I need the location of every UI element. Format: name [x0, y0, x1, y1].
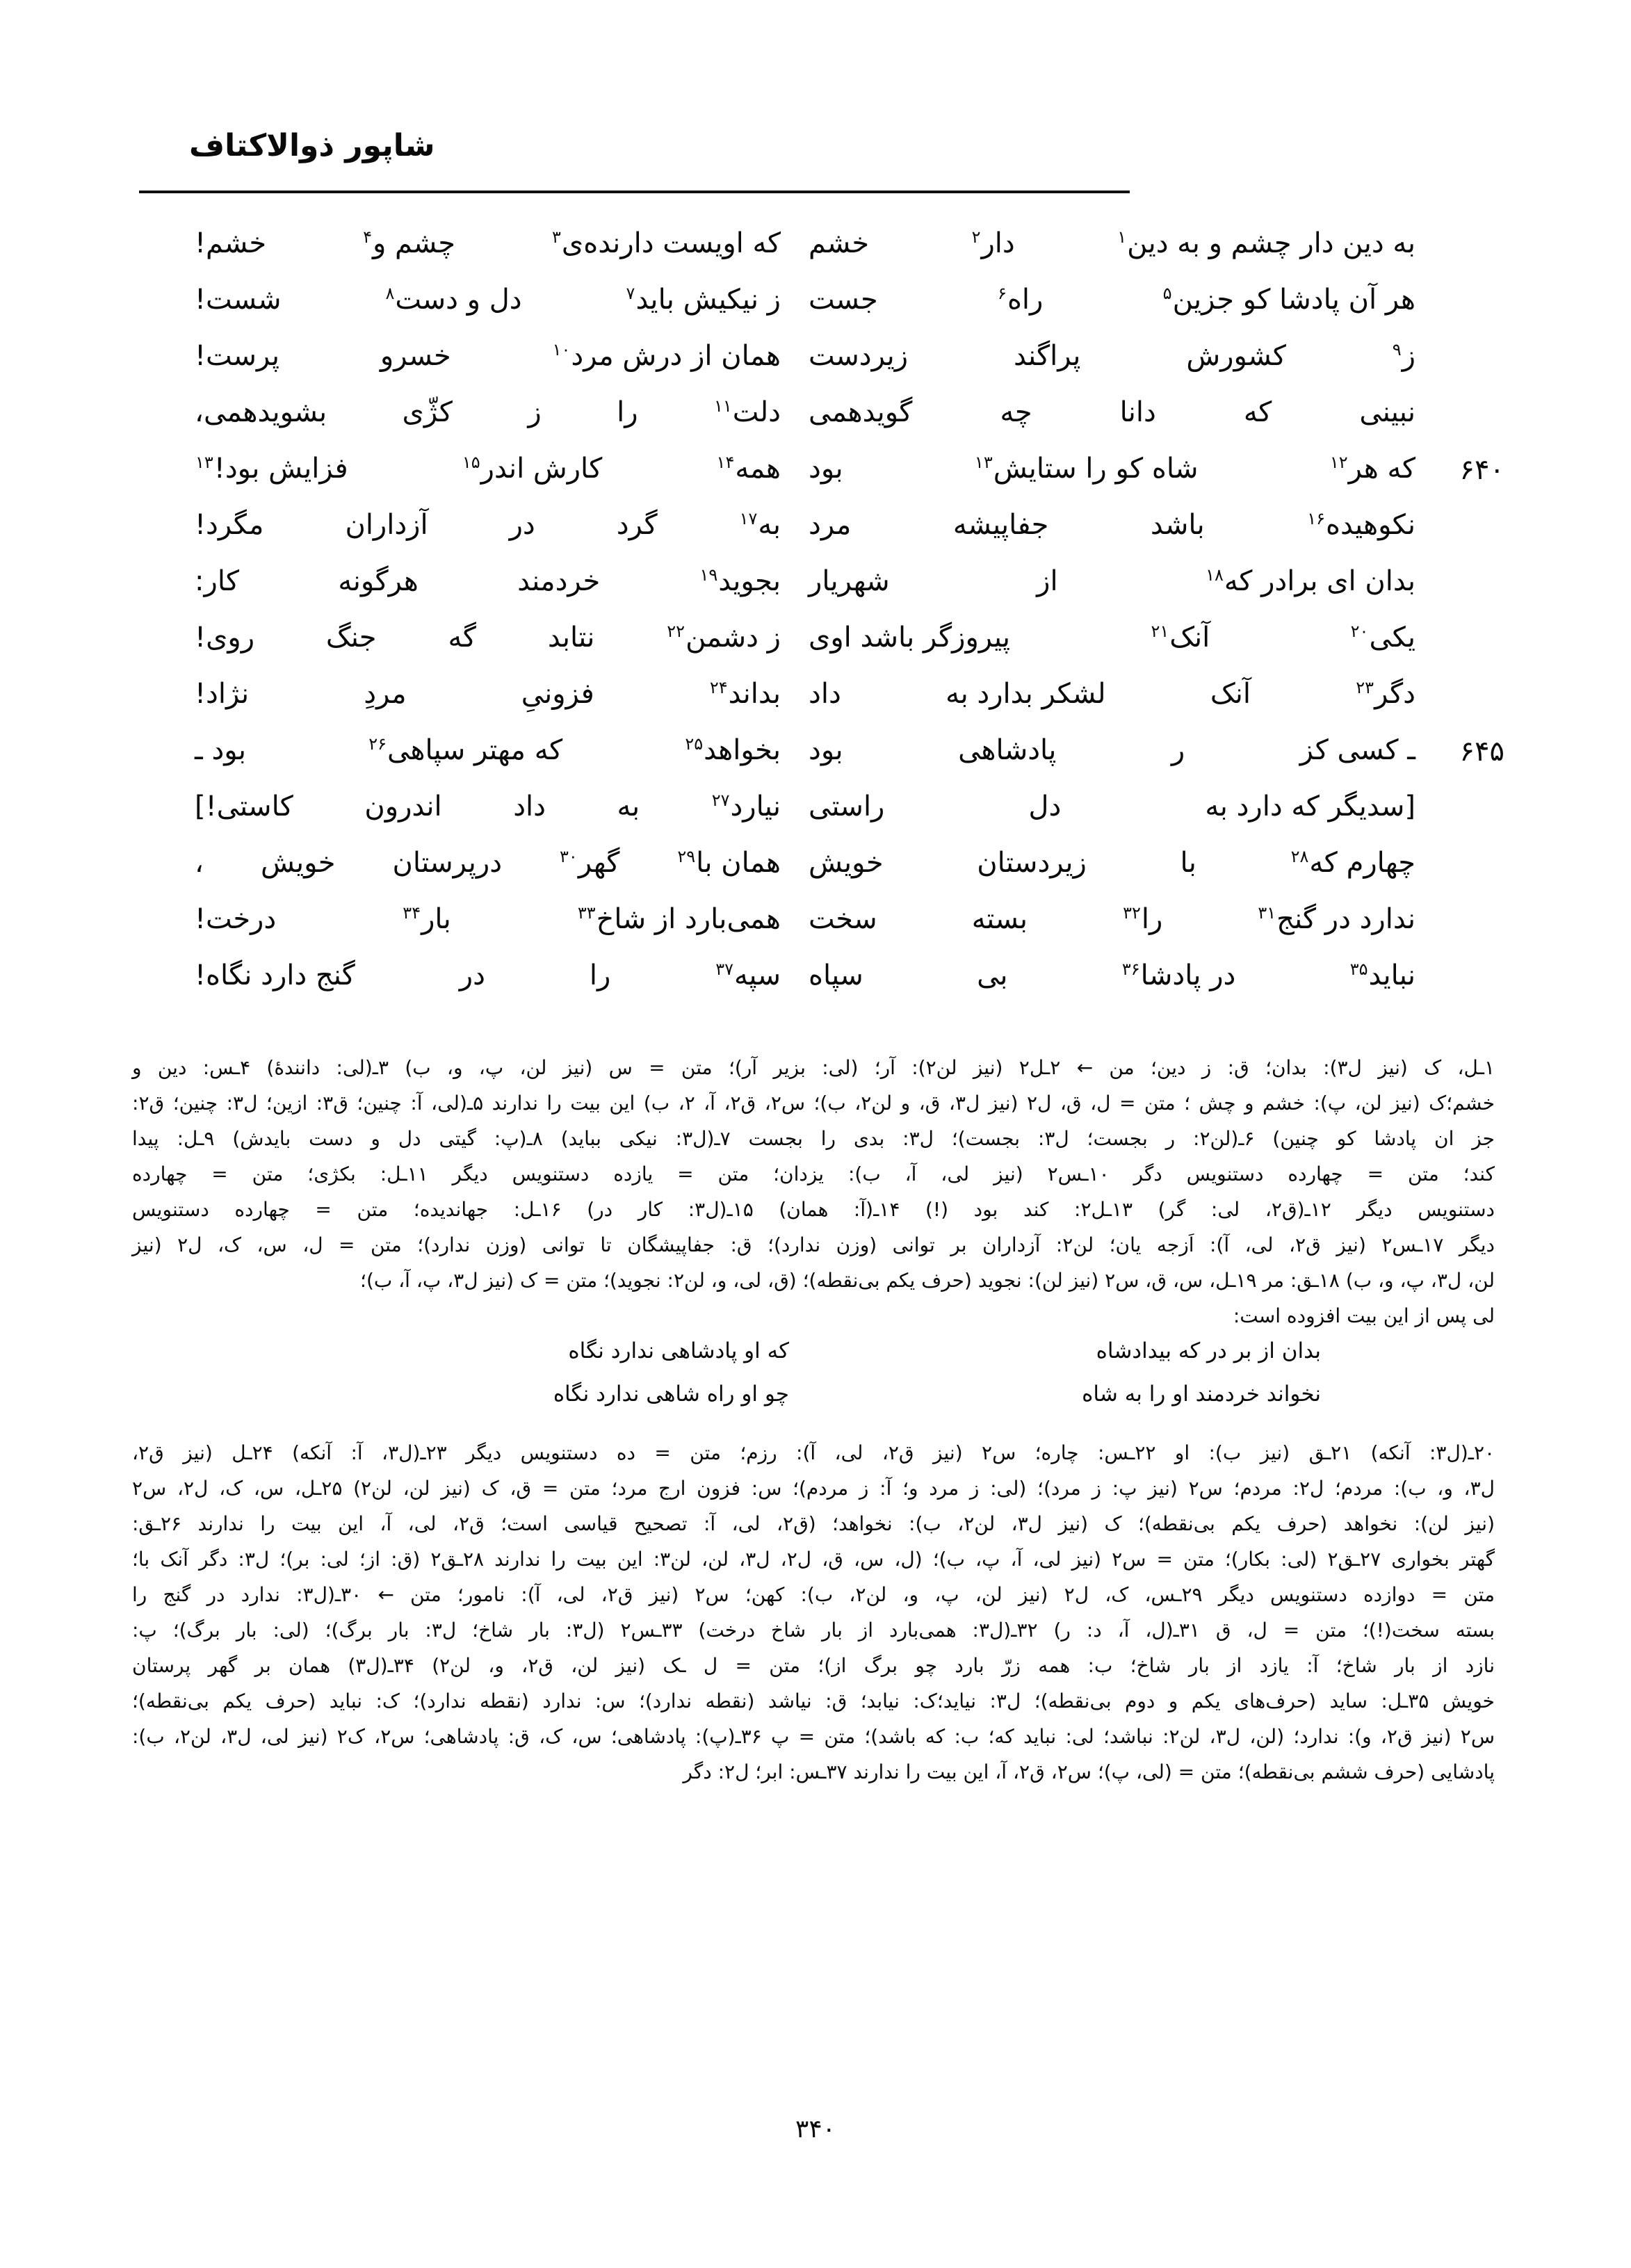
verse-row: [195, 677, 1422, 736]
apparatus-line: دیگر ۱۷ـس۲ (نیز ق۲، لی، آ): اَزجه یان؛ لن۲: آزداران بر توانی (وزن ندارد)؛ ق: جفاپیشگان تا توانی (وزن ندارد)؛ متن = ل، س، ک، ل۲ (نیز: [132, 1233, 1495, 1256]
verse-row: [195, 790, 1422, 849]
hemistich-segment: اندرون: [364, 791, 442, 823]
hemistich-segment: همان با$^{۲۹}$: [677, 846, 781, 879]
apparatus-line: (نیز لن): نخواهد (حرف یکم بی‌نقطه)؛ ک (نیز ل۳، لن۲، ب): نخواهد؛ (ق۲، لی، آ: تصحیح قیاسی است؛ ق۲، لی، آ، این بیت را ندارند ۲۶ـق:: [132, 1512, 1495, 1535]
hemistich-segment: دگر$^{۲۳}$: [1356, 677, 1415, 710]
hemistich-segment: بود ـ: [195, 734, 247, 766]
hemistich-right: [809, 398, 1422, 426]
footnote-marker: ۳۱: [1258, 902, 1276, 923]
footnote-marker: ۷: [626, 283, 635, 303]
hemistich-segment: گویدهمی: [809, 396, 913, 428]
hemistich-segment: کاستی!]: [195, 791, 293, 823]
hemistich-segment: مردِ: [364, 678, 407, 710]
running-head: [132, 129, 1495, 163]
footnote-marker: ۱۸: [1206, 565, 1224, 585]
hemistich-segment: جست: [809, 284, 878, 316]
hemistich-segment: دل: [1028, 791, 1062, 823]
footnote-marker: ۳۶: [1121, 959, 1140, 979]
hemistich-right: [809, 229, 1422, 257]
hemistich-segment: آزداران: [345, 509, 428, 541]
footnote-marker: ۱۰: [552, 339, 571, 359]
apparatus-line: گهتر بخواری ۲۷ـق۲ (لی: بکار)؛ متن = س۲ (نیز لی، آ، پ، ب)؛ (ل، س، ق، ل۲، ل۳، لن، لن۳: این بیت را ندارند ۲۸ـق۲ (ق: از؛ لی: بر)؛ ل۳: دگر آنک با؛: [132, 1548, 1495, 1571]
hemistich-right: [809, 283, 1422, 316]
apparatus-block-one: [132, 1050, 1495, 1298]
folio-number: ۳۴۰: [795, 2115, 836, 2144]
hemistich-segment: خردمند: [517, 565, 601, 597]
hemistich-segment: از: [1037, 565, 1058, 597]
hemistich-segment: را$^{۳۲}$: [1123, 902, 1163, 935]
hemistich-segment: به دین دار چشم و به دین$^۱$: [1117, 227, 1415, 259]
verse-row: [195, 621, 1422, 680]
footnote-marker: ۲۳: [1356, 677, 1374, 697]
verse-row: [195, 567, 1422, 624]
apparatus-block-two: [132, 1435, 1495, 1790]
footnote-marker: ۵: [1162, 283, 1172, 303]
hemistich-segment: نباید$^{۳۵}$: [1349, 959, 1415, 991]
hemistich-segment: بجوید$^{۱۹}$: [699, 565, 781, 597]
hemistich-segment: خشم!: [195, 227, 267, 259]
hemistich-right: [809, 791, 1422, 823]
hemistich-segment: سخت: [809, 903, 877, 935]
hemistich-segment: بار$^{۳۴}$: [403, 902, 451, 935]
hemistich-segment: همان از درش مرد$^{۱۰}$: [552, 339, 781, 372]
hemistich-left: [195, 339, 809, 372]
hemistich-segment: فزونیِ: [521, 678, 594, 710]
hemistich-segment: ر: [1171, 734, 1185, 766]
hemistich-segment: همی‌بارد از شاخ$^{۳۳}$: [577, 902, 781, 935]
footnote-marker: ۱۶: [1307, 508, 1325, 528]
verse-number: ۶۴۰: [1459, 454, 1504, 486]
apparatus-line: دستنویس دیگر ۱۲ـ(ق۲، لی: گر) ۱۳ـل۲: کند بود (!) ۱۴ـ(آ: همان) ۱۵ـ(ل۳: کار در) ۱۶ـل: جهاندیده؛ متن = چهارده دستنویس: [132, 1198, 1495, 1221]
footnote-marker: ۱: [1117, 227, 1127, 247]
hemistich-segment: شهریار: [809, 565, 890, 597]
hemistich-segment: که: [1243, 396, 1272, 428]
footnote-marker: ۱۳: [195, 452, 213, 472]
apparatus-line: خویش ۳۵ـل: ساید (حرف‌های یکم و دوم بی‌نقطه)؛ ل۳: نیاید؛ک: نیابد؛ ق: نیاشد (نقطه ندارد)؛ س: ندارد (نقطه ندارد)؛ ک: نباید (حرف یکم بی‌نقطه)؛: [132, 1690, 1495, 1712]
footnote-marker: ۲۹: [677, 846, 696, 866]
hemistich-segment: چه: [1000, 396, 1032, 428]
apparatus-line: س۲ (نیز ق۲، و): ندارد؛ (لن، ل۳، لن۲: نباشد؛ لی: نباید که؛ ب: که باشد)؛ متن = پ ۳۶ـ(پ): پادشاهی؛ س، ک، ق: پادشاهی؛ س۲، ک۲ (نیز لی، ل۳، لن۲، ب):: [132, 1725, 1495, 1748]
hemistich-segment: گه: [448, 622, 476, 654]
critical-apparatus: [132, 1050, 1495, 1790]
inserted-couplet-row: [132, 1384, 1495, 1427]
hemistich-segment: سپه$^{۳۷}$: [715, 959, 781, 991]
hemistich-segment: با: [1180, 847, 1196, 879]
footnote-marker: ۱۹: [699, 565, 718, 585]
hemistich-segment: آنک: [1210, 678, 1251, 710]
running-head-title: شاپور ذوالاکتاف: [189, 128, 435, 163]
hemistich-left: [195, 677, 809, 710]
hemistich-left: [195, 790, 809, 823]
footnote-marker: ۲۰: [1350, 621, 1369, 641]
verse-row: [195, 902, 1422, 962]
hemistich-segment: بود: [809, 453, 843, 485]
apparatus-line: جز ان پادشا کو چنین) ۶ـ(لن۲: ر بجست؛ ل۳: بجست)؛ ل۳: بدی را بجست ۷ـ(ل۳: نیکی بباید) ۸ـ(پ: گیتی دل و دست بایدش) ۹ـل: پیدا: [132, 1127, 1495, 1150]
hemistich-left: [195, 452, 809, 485]
hemistich-segment: در: [459, 959, 485, 991]
hemistich-left: [195, 621, 809, 654]
verse-row: [195, 846, 1422, 905]
hemistich-segment: یکی$^{۲۰}$: [1350, 621, 1415, 654]
verse-row: [195, 339, 1422, 398]
hemistich-segment: خویش: [260, 847, 336, 879]
hemistich-segment: لشکر بدارد به: [946, 678, 1106, 710]
hemistich-segment: نبینی: [1359, 396, 1415, 428]
hemistich-segment: بسته: [971, 903, 1028, 935]
hemistich-segment: پرست!: [195, 340, 280, 372]
footnote-marker: ۳۷: [715, 959, 733, 979]
footnote-marker: ۲۸: [1290, 846, 1309, 866]
hemistich-segment: ندارد در گنج$^{۳۱}$: [1258, 902, 1415, 935]
footnote-marker: ۱۵: [462, 452, 480, 472]
apparatus-line: ل۳، و، ب): مردم؛ ل۲: مردم؛ س۲ (نیز پ: ز مرد)؛ (لی: ز مرد و؛ آ: ز مردم)؛ س: فزون ارج مرد؛ متن = ق، ک (نیز لن، لن۲) ۲۵ـل، س، ک، ل۲، س۲: [132, 1477, 1495, 1500]
hemistich-right: [809, 339, 1422, 372]
hemistich-segment: کشورش: [1186, 340, 1286, 372]
hemistich-segment: پادشاهی: [958, 734, 1057, 766]
hemistich-left: [195, 567, 809, 595]
hemistich-right: [809, 621, 1422, 654]
hemistich-segment: چهارم که$^{۲۸}$: [1290, 846, 1415, 879]
hemistich-segment: بدان ای برادر که$^{۱۸}$: [1206, 565, 1415, 597]
apparatus-line: خشم؛ک (نیز لن، پ): خشم و چش ؛ متن = ل، ق، ل۲ (نیز ل۳، ق، و لن۲، ب)؛ س۲، ق۲، آ، ۲، ب) این بیت را ندارند ۵ـ(لی، آ: چنین؛ ق۳: ازین؛ ل۳: چنین؛ ق۲:: [132, 1092, 1495, 1115]
apparatus-line: نازد از بار شاخ؛ آ: یازد از بار شاخ؛ ب: همه زرّ بارد چو برگ از)؛ متن = ل ـک (نیز لن، ق۲، و، لن۲) ۳۴ـ(ل۳) همان بر گهر پرستان: [132, 1654, 1495, 1677]
hemistich-segment: پیروزگر باشد اوی: [809, 622, 1011, 654]
hemistich-segment: بی: [977, 959, 1008, 991]
footnote-marker: ۳۲: [1123, 902, 1141, 923]
hemistich-segment: همه$^{۱۴}$: [716, 452, 781, 485]
hemistich-segment: که اویست دارنده‌ی$^۳$: [552, 227, 781, 259]
footnote-marker: ۸: [385, 283, 395, 303]
hemistich-segment: به: [617, 791, 640, 823]
footnote-marker: ۲۶: [368, 734, 387, 754]
apparatus-intro-line: لی پس از این بیت افزوده است:: [1233, 1304, 1495, 1327]
footnote-marker: ۳۰: [560, 846, 578, 866]
hemistich-segment: درخت!: [195, 903, 277, 935]
hemistich-segment: بود: [809, 734, 843, 766]
header-rule: [139, 191, 1130, 193]
hemistich-segment: نکوهیده$^{۱۶}$: [1307, 508, 1415, 541]
hemistich-left: [195, 283, 809, 316]
hemistich-right: [809, 736, 1422, 764]
hemistich-segment: که مهتر سپاهی$^{۲۶}$: [368, 734, 563, 766]
hemistich-segment: گرد: [616, 509, 658, 541]
footnote-marker: ۹: [1392, 339, 1402, 359]
hemistich-segment: کار:: [195, 565, 240, 597]
hemistich-segment: ز دشمن$^{۲۲}$: [667, 621, 781, 654]
hemistich-segment: گهر$^{۳۰}$: [560, 846, 620, 879]
footnote-marker: ۲۴: [709, 677, 728, 697]
hemistich-segment: نتابد: [547, 622, 595, 654]
footnote-marker: ۱۷: [739, 508, 758, 528]
hemistich-segment: [سدیگر که دارد به: [1205, 791, 1415, 823]
hemistich-segment: ،: [195, 847, 204, 879]
verse-row: [195, 508, 1422, 567]
hemistich-segment: فزایش بود!$^{۱۳}$: [195, 452, 348, 485]
hemistich-segment: بخواهد$^{۲۵}$: [685, 734, 781, 766]
apparatus-line: لن، ل۳، پ، و، ب) ۱۸ـق: مر ۱۹ـل، س، ق، س۲ (نیز لن): نجوید (حرف یکم بی‌نقطه)؛ (ق، لی، و، لن۲: نجوید)؛ متن = ک (نیز ل۳، پ، آ، ب)؛: [360, 1269, 1495, 1292]
apparatus-line: پادشایی (حرف ششم بی‌نقطه)؛ متن = (لی، پ)؛ س۲، ق۲، آ، این بیت را ندارند ۳۷ـس: ابر؛ ل۲: دگر: [683, 1760, 1495, 1783]
hemistich-right: [809, 567, 1422, 595]
hemistich-segment: به$^{۱۷}$: [739, 508, 781, 541]
footnote-marker: ۲۵: [685, 734, 704, 754]
footnote-marker: ۲: [971, 227, 981, 247]
hemistich-segment: دار$^۲$: [971, 227, 1015, 259]
inserted-hemistich-left: چو او راه شاهی ندارد نگاه: [553, 1382, 789, 1407]
hemistich-left: [195, 398, 809, 426]
apparatus-line: کند؛ متن = چهارده دستنویس دگر ۱۰ـس۲ (نیز لی، آ، ب): یزدان؛ متن = یازده دستنویس دیگر ۱۱ـل: بکژی؛ متن = چهارده: [132, 1163, 1495, 1185]
hemistich-segment: خسرو: [380, 340, 451, 372]
hemistich-left: [195, 736, 809, 764]
hemistich-segment: دلت$^{۱۱}$: [713, 396, 781, 428]
verse-row: [195, 734, 1504, 793]
hemistich-segment: درپرستان: [392, 847, 503, 879]
verse-row: [195, 229, 1422, 286]
verse-row: [195, 452, 1504, 511]
hemistich-left: [195, 229, 809, 257]
hemistich-segment: چشم و$^۴$: [363, 227, 456, 259]
inserted-couplet-row: [132, 1340, 1495, 1384]
hemistich-segment: زیردست: [809, 340, 909, 372]
hemistich-segment: هر آن پادشا کو جزین$^۵$: [1162, 283, 1415, 316]
hemistich-segment: در پادشا$^{۳۶}$: [1121, 959, 1236, 991]
footnote-marker: ۱۳: [974, 452, 993, 472]
hemistich-segment: شاه کو را ستایش$^{۱۳}$: [974, 452, 1199, 485]
footnote-marker: ۶: [998, 283, 1007, 303]
footnote-marker: ۲۲: [667, 621, 685, 641]
inserted-hemistich-right: نخواند خردمند او را به شاه: [1082, 1382, 1321, 1407]
hemistich-segment: آنک$^{۲۱}$: [1151, 621, 1210, 654]
inserted-couplets: [132, 1340, 1495, 1427]
hemistich-segment: ز$^۹$: [1392, 339, 1415, 372]
hemistich-right: [809, 508, 1422, 541]
footnote-marker: ۳: [552, 227, 561, 247]
hemistich-segment: راه$^۶$: [998, 283, 1044, 316]
hemistich-segment: در: [509, 509, 535, 541]
hemistich-segment: کژّی: [402, 396, 453, 428]
footnote-marker: ۱۱: [713, 396, 732, 416]
hemistich-segment: شست!: [195, 284, 282, 316]
hemistich-left: [195, 846, 809, 879]
verse-row: [195, 283, 1422, 342]
hemistich-segment: خویش: [809, 847, 884, 879]
footnote-marker: ۲۱: [1151, 621, 1169, 641]
hemistich-segment: پراگند: [1014, 340, 1081, 372]
hemistich-segment: بشویدهمی،: [195, 396, 327, 428]
hemistich-segment: بداند$^{۲۴}$: [709, 677, 781, 710]
hemistich-segment: را: [589, 959, 611, 991]
hemistich-segment: که هر$^{۱۲}$: [1329, 452, 1415, 485]
inserted-hemistich-right: بدان از بر در که بیدادشاه: [1096, 1338, 1321, 1363]
hemistich-segment: کارش اندر$^{۱۵}$: [462, 452, 603, 485]
hemistich-segment: ز نیکیش باید$^۷$: [626, 283, 781, 316]
hemistich-segment: را: [617, 396, 638, 428]
apparatus-line: متن = دوازده دستنویس دیگر ۲۹ـس، ک، ل۲ (نیز لن، پ، و، لن۲، ب): کهن؛ س۲ (نیز ق۲، لی، آ): نامور؛ متن ← ۳۰ـ(ل۳: ندارد در گنج را: [132, 1583, 1495, 1606]
hemistich-segment: خشم: [809, 227, 870, 259]
verse-row: [195, 398, 1422, 455]
apparatus-line: بسته سخت(!)؛ متن = ل، ق ۳۱ـ(ل، آ، د: ر) ۳۲ـ(ل۳: همی‌بارد از بار شاخ درخت) ۳۳ـس۲ (ل۳: بار شاخ؛ ل۳: بار برگ)؛ (لی: بار برگ)؛ پ:: [132, 1619, 1495, 1642]
hemistich-left: [195, 508, 809, 541]
hemistich-left: [195, 959, 809, 991]
verse-block: [0, 229, 1631, 1018]
apparatus-line: ۲۰ـ(ل۳: آنکه) ۲۱ـق (نیز ب): او ۲۲ـس: چاره؛ س۲ (نیز ق۲، لی، آ): رزم؛ متن = ده دستنویس دیگر ۲۳ـ(ل۳، آ: آنکه) ۲۴ـل (نیز ق۲،: [132, 1441, 1495, 1464]
verse-row: [195, 959, 1422, 1018]
hemistich-segment: مرد: [809, 509, 852, 541]
hemistich-segment: مگرد!: [195, 509, 264, 541]
footnote-marker: ۳۵: [1349, 959, 1368, 979]
hemistich-segment: نژاد!: [195, 678, 250, 710]
footnote-marker: ۳۳: [577, 902, 596, 923]
hemistich-right: [809, 677, 1422, 710]
hemistich-segment: داد: [809, 678, 841, 710]
hemistich-segment: سپاه: [809, 959, 863, 991]
hemistich-segment: ز: [528, 396, 542, 428]
hemistich-segment: زیردستان: [977, 847, 1087, 879]
verse-number: ۶۴۵: [1459, 736, 1504, 768]
hemistich-segment: گنج دارد نگاه!: [195, 959, 355, 991]
hemistich-right: [809, 846, 1422, 879]
footnote-marker: ۲۷: [711, 790, 730, 810]
hemistich-segment: دانا: [1119, 396, 1156, 428]
hemistich-segment: جنگ: [325, 622, 377, 654]
hemistich-right: [809, 959, 1422, 991]
hemistich-segment: راستی: [809, 791, 885, 823]
footnote-marker: ۱۴: [716, 452, 735, 472]
hemistich-segment: ـ کسی کز: [1299, 734, 1415, 766]
hemistich-segment: دل و دست$^۸$: [385, 283, 522, 316]
hemistich-segment: باشد: [1150, 509, 1205, 541]
hemistich-right: [809, 452, 1422, 485]
hemistich-segment: نیارد$^{۲۷}$: [711, 790, 781, 823]
footnote-marker: ۳۴: [403, 902, 421, 923]
hemistich-segment: جفاپیشه: [952, 509, 1049, 541]
hemistich-segment: داد: [513, 791, 546, 823]
footnote-marker: ۴: [363, 227, 372, 247]
hemistich-right: [809, 902, 1422, 935]
apparatus-line: ۱ـل، ک (نیز ل۳): بدان؛ ق: ز دین؛ من ← ۲ـل۲ (نیز لن۲): آر؛ (لی: بزیر آر)؛ متن = س (نیز لن، پ، و، ب) ۳ـ(لی: دانندهٔ) ۴ـس: دین و: [132, 1056, 1495, 1079]
inserted-hemistich-left: که او پادشاهی ندارد نگاه: [568, 1338, 789, 1363]
hemistich-segment: روی!: [195, 622, 255, 654]
footnote-marker: ۱۲: [1329, 452, 1348, 472]
hemistich-left: [195, 902, 809, 935]
hemistich-segment: هرگونه: [338, 565, 419, 597]
